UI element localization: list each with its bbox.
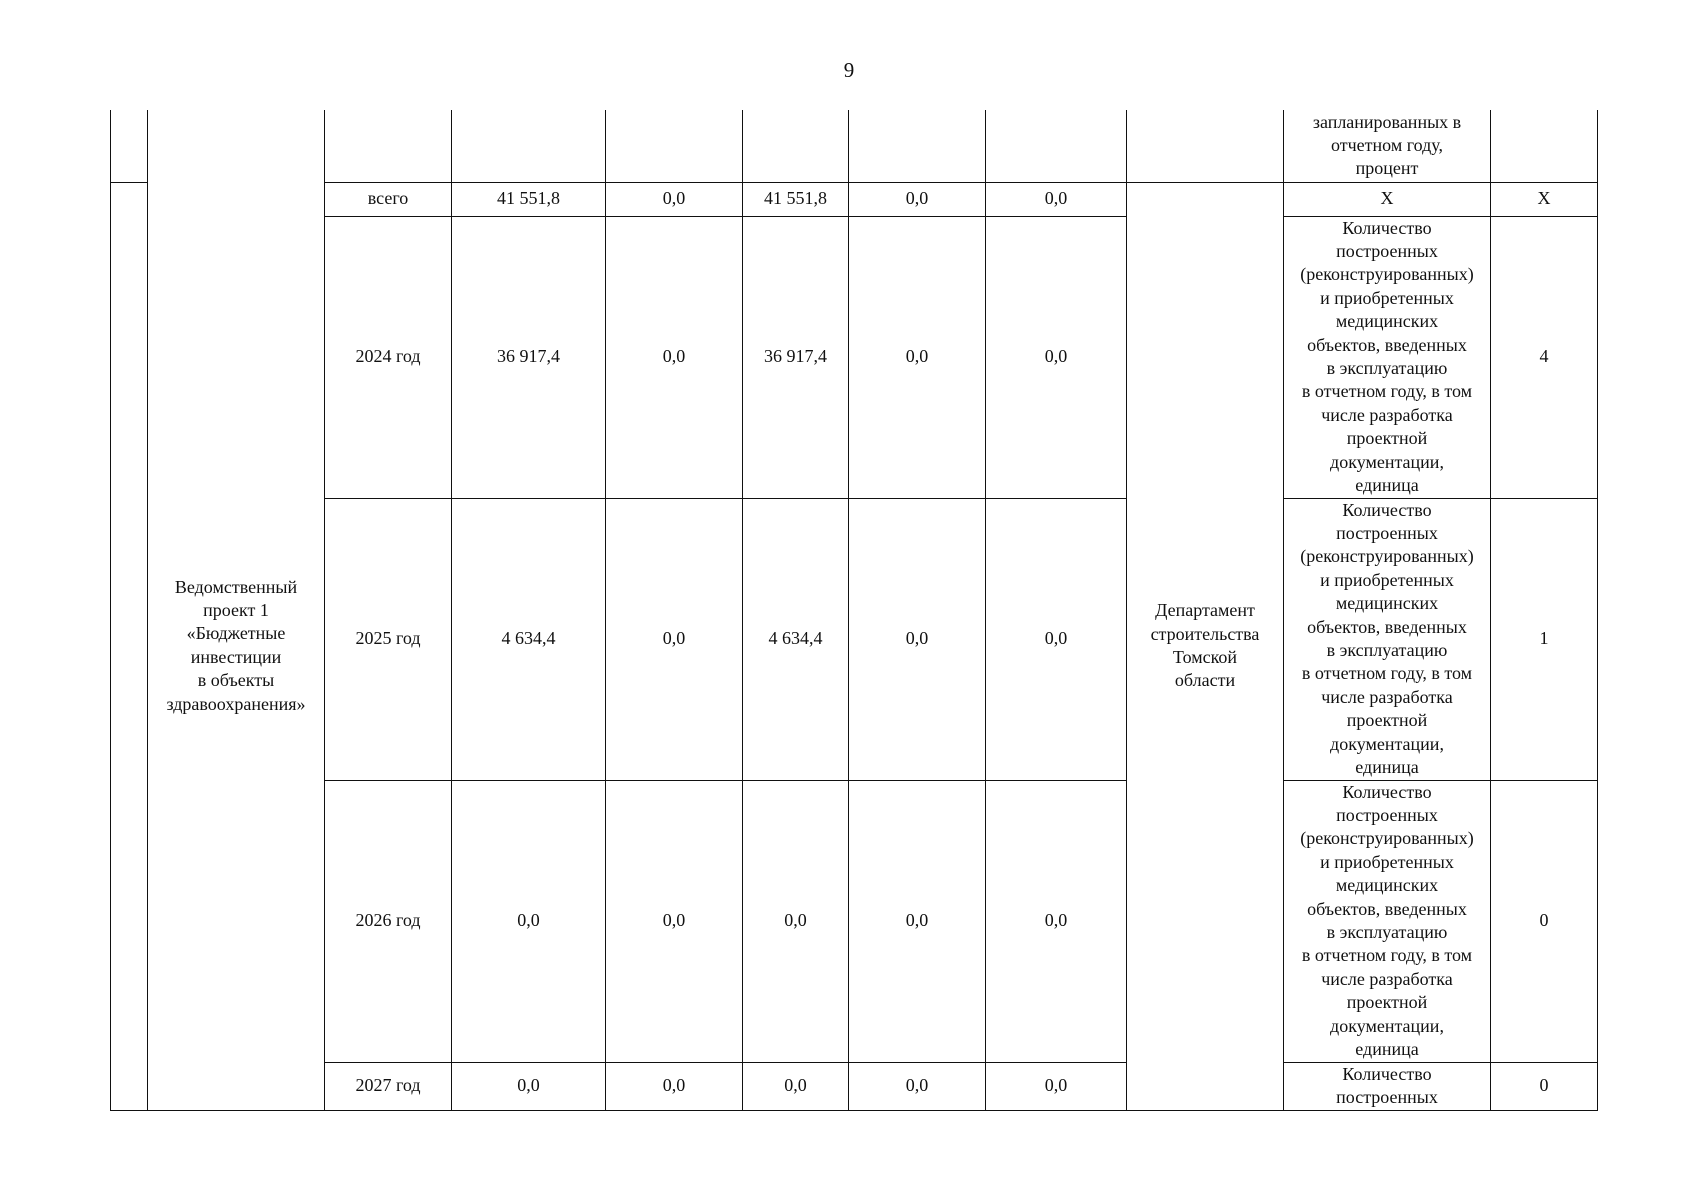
value-cell: 0,0 [452, 780, 606, 1062]
value-cell: 0,0 [452, 1062, 606, 1110]
target-cell: 4 [1491, 216, 1598, 498]
value-cell: 0,0 [849, 780, 986, 1062]
value-cell: 0,0 [986, 182, 1127, 216]
table-row [111, 1062, 1598, 1110]
value-cell: 0,0 [606, 182, 743, 216]
project-name-cell: Ведомственный проект 1 «Бюджетные инвестиции в объекты здравоохранения» [148, 182, 325, 1110]
table-row [111, 780, 1598, 1062]
indicator-cell: запланированных в отчетном году, процент [1284, 110, 1491, 182]
period-cell: всего [325, 182, 452, 216]
name-cell [148, 110, 325, 182]
value-cell: 0,0 [986, 216, 1127, 498]
value-cell: 4 634,4 [743, 498, 849, 780]
indicator-cell: Х [1284, 182, 1491, 216]
indicator-cell: Количество построенных (реконструированных) и приобретенных медицинских объектов, введенных в эксплуатацию в отчетном году, в том числе разработка проектной документации, единица [1284, 780, 1491, 1062]
period-cell: 2027 год [325, 1062, 452, 1110]
value-cell: 0,0 [606, 216, 743, 498]
target-cell: 0 [1491, 780, 1598, 1062]
value-cell: 0,0 [849, 1062, 986, 1110]
number-cell [111, 110, 148, 182]
page-number: 9 [843, 58, 855, 82]
number-cell [111, 182, 148, 1110]
value-cell: 0,0 [849, 182, 986, 216]
period-cell: 2024 год [325, 216, 452, 498]
continued-row [111, 110, 1598, 182]
value-cell: 0,0 [986, 498, 1127, 780]
target-cell: 1 [1491, 498, 1598, 780]
value-cell: 0,0 [986, 780, 1127, 1062]
value-cell: 36 917,4 [743, 216, 849, 498]
value-cell: 0,0 [986, 1062, 1127, 1110]
value-cell: 0,0 [849, 216, 986, 498]
target-cell: 0 [1491, 1062, 1598, 1110]
indicator-cell: Количество построенных (реконструированных) и приобретенных медицинских объектов, введенных в эксплуатацию в отчетном году, в том числе разработка проектной документации, единица [1284, 216, 1491, 498]
period-cell: 2025 год [325, 498, 452, 780]
responsible-cell: Департамент строительства Томской области [1127, 182, 1284, 1110]
value-cell: 0,0 [606, 780, 743, 1062]
value-cell: 0,0 [743, 780, 849, 1062]
table-row [111, 498, 1598, 780]
budget-table [110, 110, 1598, 1111]
target-cell: Х [1491, 182, 1598, 216]
indicator-cell: Количество построенных [1284, 1062, 1491, 1110]
value-cell: 0,0 [849, 498, 986, 780]
value-cell: 41 551,8 [743, 182, 849, 216]
value-cell: 0,0 [743, 1062, 849, 1110]
value-cell: 36 917,4 [452, 216, 606, 498]
table-row [111, 216, 1598, 498]
value-cell: 4 634,4 [452, 498, 606, 780]
value-cell: 0,0 [606, 498, 743, 780]
value-cell: 0,0 [606, 1062, 743, 1110]
period-cell: 2026 год [325, 780, 452, 1062]
value-cell: 41 551,8 [452, 182, 606, 216]
table-row [111, 182, 1598, 216]
indicator-cell: Количество построенных (реконструированных) и приобретенных медицинских объектов, введенных в эксплуатацию в отчетном году, в том числе разработка проектной документации, единица [1284, 498, 1491, 780]
